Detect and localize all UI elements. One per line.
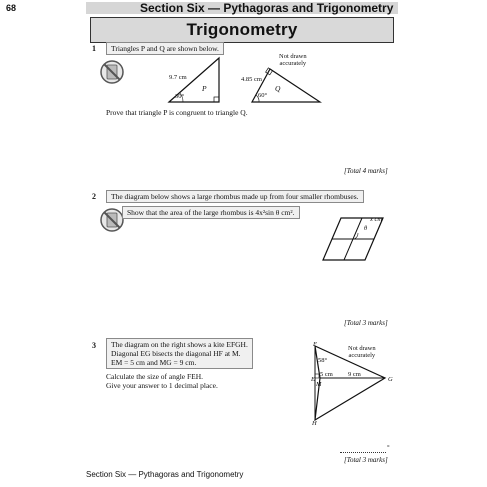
q3-marks: [Total 3 marks] xyxy=(344,456,388,464)
q2-prompt: The diagram below shows a large rhombus made up from four smaller rhombuses. xyxy=(106,190,364,203)
q2-label-x: x cm xyxy=(370,216,383,223)
kite-label-m: M xyxy=(316,381,322,388)
q1-angle-60: 60° xyxy=(258,92,268,99)
q1-not-drawn-line1: Not drawn xyxy=(279,53,307,60)
calculator-banned-icon xyxy=(98,58,126,86)
kite-angle-58: 58° xyxy=(318,357,328,364)
q2-marks: [Total 3 marks] xyxy=(344,319,388,327)
q1-prompt: Triangles P and Q are shown below. xyxy=(106,42,224,55)
q3-not-drawn xyxy=(348,345,376,359)
q1-task: Prove that triangle P is congruent to triangle Q. xyxy=(106,108,248,117)
page-title-bar xyxy=(90,17,394,43)
q3-line4: Calculate the size of angle FEH. xyxy=(106,372,204,381)
q3-not-drawn-line1: Not drawn xyxy=(348,345,376,352)
q1-label-97cm: 9.7 cm xyxy=(169,74,187,81)
q1-not-drawn xyxy=(279,53,307,67)
q2-number: 2 xyxy=(92,192,96,201)
section-title: Section Six — Pythagoras and Trigonometry xyxy=(140,1,394,15)
kite-label-9cm: 9 cm xyxy=(348,371,361,378)
kite-label-5cm: 5 cm xyxy=(320,371,333,378)
triangle-q xyxy=(246,65,326,105)
kite-label-f: F xyxy=(313,341,317,348)
q1-label-485cm: 4.85 cm xyxy=(241,76,262,83)
q3-not-drawn-line2: accurately xyxy=(348,352,376,359)
q2-label-theta: θ xyxy=(364,225,368,232)
q3-line5: Give your answer to 1 decimal place. xyxy=(106,381,218,390)
page-title: Trigonometry xyxy=(186,20,298,39)
q1-not-drawn-line2: accurately xyxy=(279,60,307,67)
q3-answer-line xyxy=(340,452,386,453)
q3-line3: EM = 5 cm and MG = 9 cm. xyxy=(111,358,197,367)
q3-line1: The diagram on the right shows a kite EFGH. xyxy=(111,340,248,349)
q1-number: 1 xyxy=(92,44,96,53)
q3-number: 3 xyxy=(92,341,96,350)
q2-task: Show that the area of the large rhombus is 4x²sin θ cm². xyxy=(122,206,300,219)
kite-label-g: G xyxy=(388,376,393,383)
q3-task xyxy=(106,372,218,390)
q3-degree-mark: ° xyxy=(387,444,390,451)
q1-label-p: P xyxy=(202,84,207,93)
page-number: 68 xyxy=(6,3,17,13)
kite-label-h: H xyxy=(312,420,317,427)
q1-marks: [Total 4 marks] xyxy=(344,167,388,175)
page-footer: Section Six — Pythagoras and Trigonometry xyxy=(86,470,244,479)
q1-angle-30: 30° xyxy=(175,93,185,100)
q3-prompt-box xyxy=(106,338,253,369)
kite-label-e: E xyxy=(311,376,315,383)
q3-line2: Diagonal EG bisects the diagonal HF at M. xyxy=(111,349,241,358)
q1-label-q: Q xyxy=(275,84,281,93)
